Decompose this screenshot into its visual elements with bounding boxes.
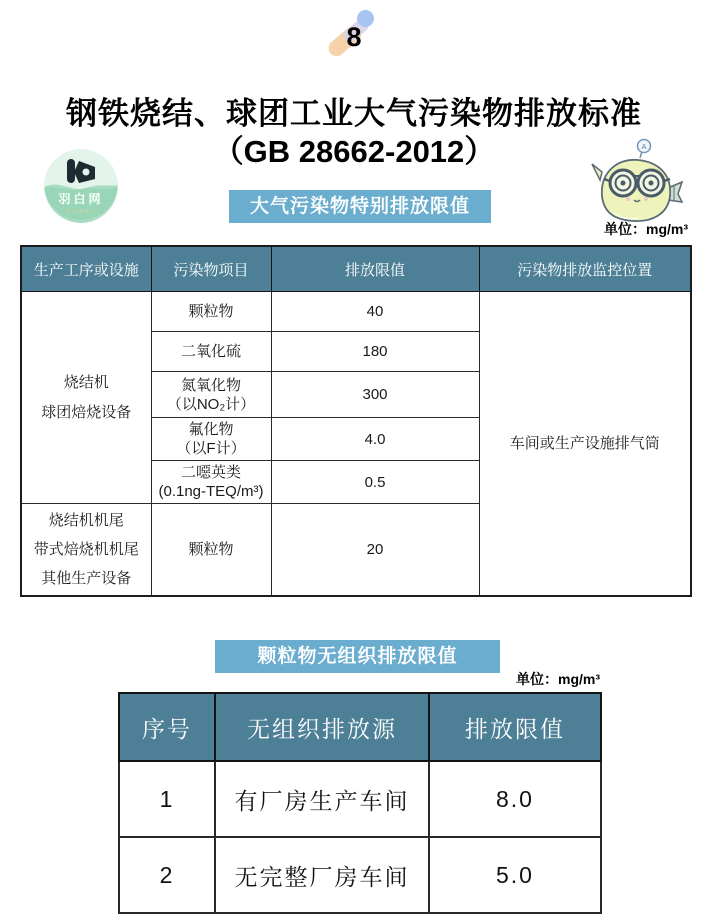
cell-source: 有厂房生产车间: [215, 761, 429, 837]
banner-special-limits: 大气污染物特别排放限值: [229, 190, 491, 223]
mascot-graphic: [590, 138, 686, 230]
col-header-limit: 排放限值: [429, 693, 601, 761]
cell-limit: 4.0: [271, 418, 479, 461]
cell-limit: 0.5: [271, 461, 479, 504]
cell-pollutant: 颗粒物: [151, 292, 271, 332]
cell-pollutant: 氟化物 （以F计）: [151, 418, 271, 461]
process-label: 球团焙烧设备: [41, 403, 132, 421]
mascot-antenna-letter: A: [641, 144, 647, 151]
special-limits-table: [20, 245, 692, 597]
table-header-row: [21, 246, 691, 292]
process-label: 烧结机: [63, 373, 109, 391]
col-header-pollutant: 污染物项目: [151, 246, 271, 292]
cell-limit: 8.0: [429, 761, 601, 837]
col-header-process: 生产工序或设施: [21, 246, 151, 292]
unit-label-fugitive: 单位：mg/m³: [516, 671, 600, 687]
cell-pollutant: 颗粒物: [151, 504, 271, 597]
cell-limit: 20: [271, 504, 479, 597]
cell-monitoring-location: 车间或生产设施排气筒: [479, 292, 691, 597]
page-number: 8: [346, 22, 362, 52]
unit-label-special: 单位：mg/m³: [604, 221, 688, 237]
process-label: 带式焙烧机机尾: [33, 541, 139, 558]
cell-index: 2: [119, 837, 215, 913]
svg-text:羽白网: 羽白网: [58, 192, 104, 206]
yubai-logo-graphic: [42, 147, 120, 225]
table-row: [119, 761, 601, 837]
cell-pollutant: 氮氧化物 （以NO₂计）: [151, 372, 271, 418]
cell-limit: 40: [271, 292, 479, 332]
cell-process-group-a: [21, 292, 151, 504]
mascot-character: [590, 138, 686, 230]
cell-limit: 300: [271, 372, 479, 418]
table-row: [119, 837, 601, 913]
page-title-line2: （GB 28662-2012）: [212, 134, 496, 169]
process-label: 其他生产设备: [41, 570, 132, 587]
cell-pollutant: 二噁英类 (0.1ng-TEQ/m³): [151, 461, 271, 504]
col-header-limit: 排放限值: [271, 246, 479, 292]
logo-caption: YUBAI: [65, 209, 97, 215]
cell-limit: 5.0: [429, 837, 601, 913]
cell-source: 无完整厂房车间: [215, 837, 429, 913]
cell-limit: 180: [271, 332, 479, 372]
banner-fugitive-limits: 颗粒物无组织排放限值: [215, 640, 500, 673]
col-header-monitoring: 污染物排放监控位置: [479, 246, 691, 292]
cell-process-group-b: [21, 504, 151, 597]
col-header-index: 序号: [119, 693, 215, 761]
table-row: [21, 292, 691, 332]
yubai-logo: [42, 147, 120, 225]
page-title-line1: 钢铁烧结、球团工业大气污染物排放标准: [66, 96, 642, 131]
table-header-row: [119, 693, 601, 761]
cell-index: 1: [119, 761, 215, 837]
col-header-source: 无组织排放源: [215, 693, 429, 761]
cell-pollutant: 二氧化硫: [151, 332, 271, 372]
process-label: 烧结机机尾: [48, 512, 124, 529]
fugitive-limits-table: [118, 692, 602, 914]
